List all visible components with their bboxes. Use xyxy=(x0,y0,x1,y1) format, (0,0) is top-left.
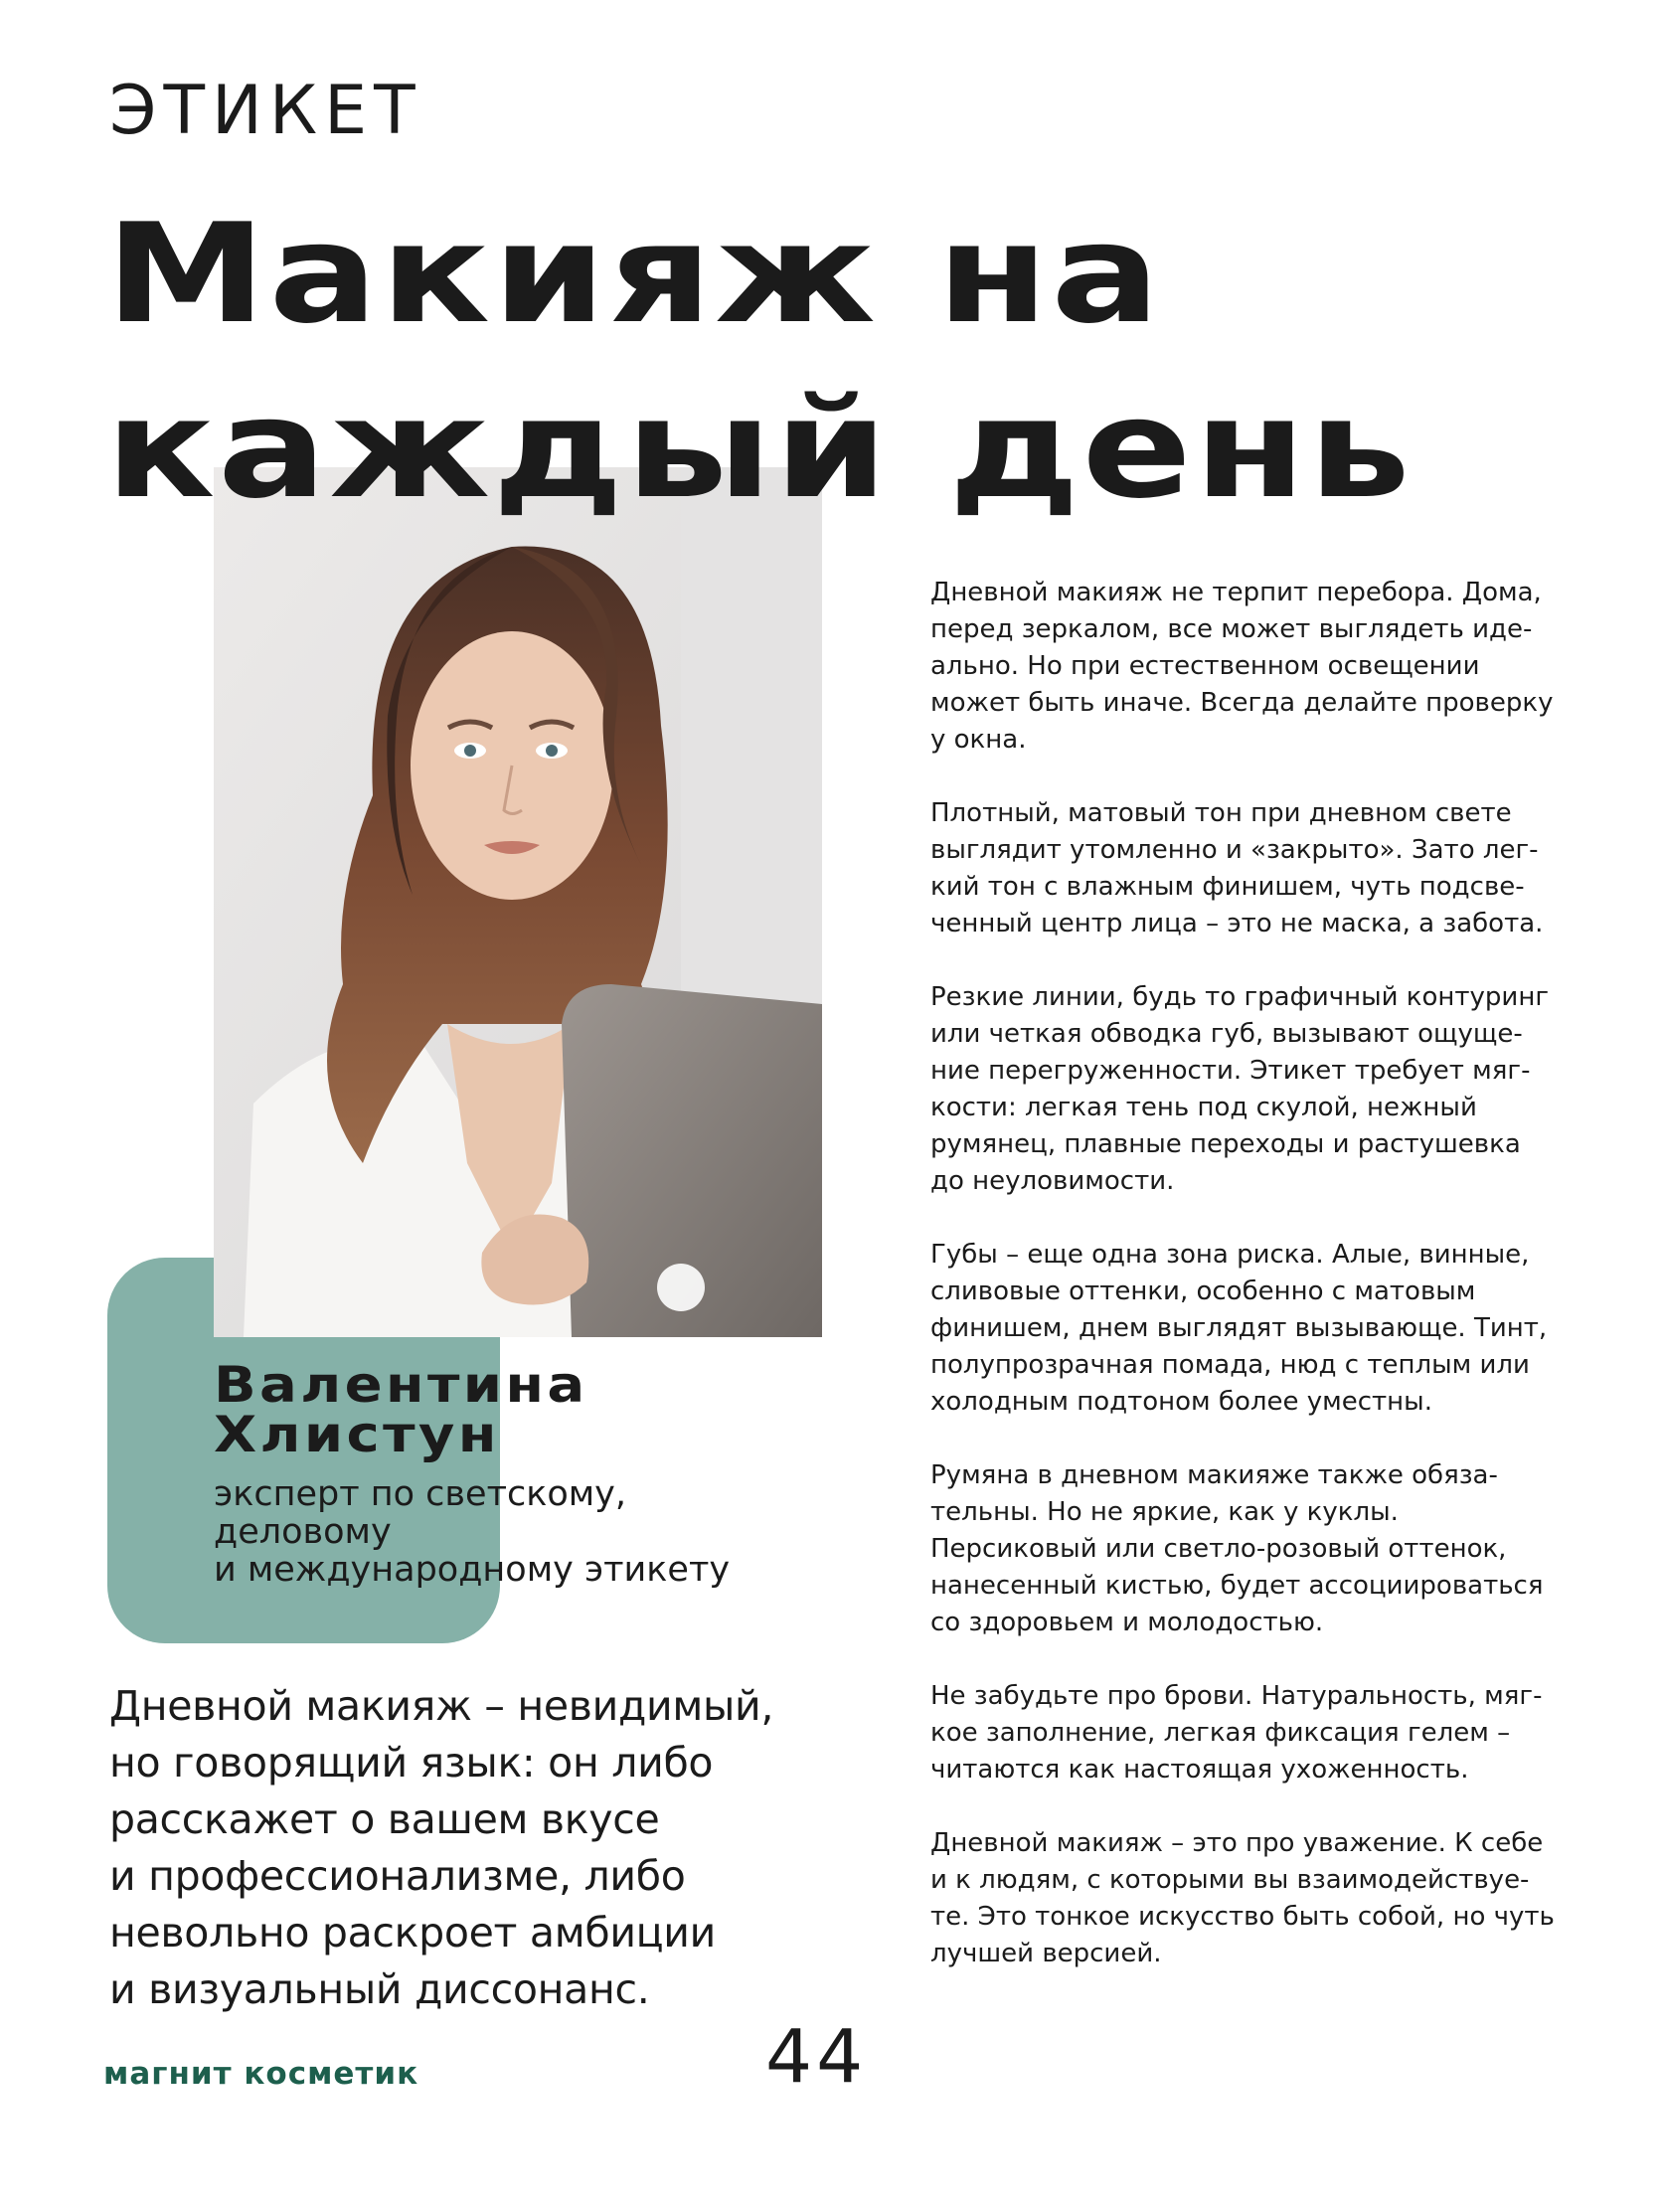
article-paragraph xyxy=(930,575,1557,759)
expert-caption xyxy=(214,1356,731,1590)
quote-line: и визуальный диссонанс. xyxy=(109,1965,650,2013)
article-line: Губы – еще одна зона риска. Алые, винные, xyxy=(930,1240,1530,1270)
quote-line: но говорящий язык: он либо xyxy=(109,1739,714,1787)
expert-role xyxy=(214,1475,730,1589)
article-line: Плотный, матовый тон при дневном свете xyxy=(930,798,1512,828)
expert-role-line-2: деловому xyxy=(214,1512,392,1552)
expert-name xyxy=(214,1356,791,1463)
article-line: нанесенный кистью, будет ассоциироваться xyxy=(930,1571,1544,1601)
article-line: ние перегруженности. Этикет требует мяг- xyxy=(930,1056,1531,1086)
article-paragraph xyxy=(930,795,1557,942)
expert-portrait-photo xyxy=(214,467,822,1337)
article-line: лучшей версией. xyxy=(930,1939,1162,1968)
article-paragraph xyxy=(930,1457,1557,1641)
article-line: ально. Но при естественном освещении xyxy=(930,651,1480,681)
page-number: 44 xyxy=(765,2014,868,2100)
title-line-1: Макияж на xyxy=(105,194,1163,354)
article-line: Дневной макияж – это про уважение. К себе xyxy=(930,1828,1544,1858)
article-line: выглядит утомленно и «закрыто». Зато лег- xyxy=(930,835,1539,865)
section-rubric: ЭТИКЕТ xyxy=(109,72,422,150)
expert-role-line-3: и международному этикету xyxy=(214,1550,731,1590)
article-paragraph xyxy=(930,1237,1557,1421)
expert-last-name: Хлистун xyxy=(214,1406,500,1463)
article-line: кое заполнение, легкая фиксация гелем – xyxy=(930,1718,1511,1748)
article-line: ченный центр лица – это не маска, а забота. xyxy=(930,909,1544,938)
article-line: читаются как настоящая ухоженность. xyxy=(930,1755,1469,1785)
article-line: и к людям, с которыми вы взаимодействуе- xyxy=(930,1865,1530,1895)
article-line: румянец, плавные переходы и растушевка xyxy=(930,1129,1521,1159)
article-line: может быть иначе. Всегда делайте проверку xyxy=(930,688,1554,718)
article-line: у окна. xyxy=(930,725,1027,755)
title-line-2: каждый день xyxy=(105,369,1414,529)
article-paragraph xyxy=(930,1678,1557,1788)
article-line: Резкие линии, будь то графичный контуринг xyxy=(930,982,1549,1012)
article-line: финишем, днем выглядят вызывающе. Тинт, xyxy=(930,1313,1548,1343)
article-line: Персиковый или светло-розовый оттенок, xyxy=(930,1534,1507,1564)
article-line: Дневной макияж не терпит перебора. Дома, xyxy=(930,578,1542,607)
article-line: полупрозрачная помада, нюд с теплым или xyxy=(930,1350,1530,1380)
article-line: или четкая обводка губ, вызывают ощуще- xyxy=(930,1019,1523,1049)
article-line: перед зеркалом, все может выглядеть иде- xyxy=(930,614,1533,644)
quote-line: и профессионализме, либо xyxy=(109,1852,686,1900)
article-paragraph xyxy=(930,979,1557,1200)
expert-first-name: Валентина xyxy=(214,1356,588,1414)
article-line: холодным подтоном более уместны. xyxy=(930,1387,1432,1417)
article-line: кости: легкая тень под скулой, нежный xyxy=(930,1093,1477,1122)
article-line: кий тон с влажным финишем, чуть подсве- xyxy=(930,872,1525,902)
article-line: Не забудьте про брови. Натуральность, мяг- xyxy=(930,1681,1543,1711)
article-line: тельны. Но не яркие, как у куклы. xyxy=(930,1497,1399,1527)
pull-quote xyxy=(109,1678,773,2018)
expert-role-line-1: эксперт по светскому, xyxy=(214,1474,626,1514)
article-line: Румяна в дневном макияже также обяза- xyxy=(930,1460,1498,1490)
article-line: сливовые оттенки, особенно с матовым xyxy=(930,1276,1476,1306)
article-line: до неуловимости. xyxy=(930,1166,1175,1196)
quote-line: Дневной макияж – невидимый, xyxy=(109,1682,774,1730)
article-paragraph xyxy=(930,1825,1557,1972)
quote-line: невольно раскроет амбиции xyxy=(109,1909,716,1957)
article-line: со здоровьем и молодостью. xyxy=(930,1608,1324,1637)
article-body xyxy=(930,575,1557,2009)
quote-line: расскажет о вашем вкусе xyxy=(109,1795,660,1843)
brand-logo-text: магнит косметик xyxy=(103,2056,419,2092)
article-line: те. Это тонкое искусство быть собой, но чуть xyxy=(930,1902,1555,1932)
page-title xyxy=(105,187,1413,537)
